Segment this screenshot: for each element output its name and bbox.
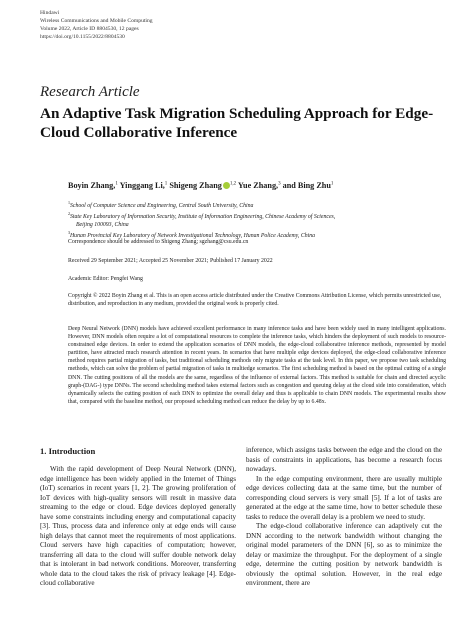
affiliation-text: State Key Laboratory of Information Security, Institute of Information Engineering, Chinese Academy of Sciences, (70, 213, 336, 220)
body-column-right (246, 446, 442, 589)
paper-title: An Adaptive Task Migration Scheduling Approach for Edge-Cloud Collaborative Inference (40, 105, 434, 141)
correspondence: Correspondence should be addressed to Shigeng Zhang; sgzhang@csu.edu.cn (68, 239, 249, 245)
body-paragraph: With the rapid development of Deep Neural Network (DNN), edge intelligence has been widely applied in the Internet of Things (IoT) scenarios in recent years [1, 2]. The growing proliferation of IoT devices with high-quality sensors will result in massive data streaming to the edge or cloud. Edge devices deployed generally have some constraints including energy and computational capacity [3]. Thus, process data and inference only at edge ends will cause high delays that cannot meet the requirements of most applications. Cloud servers have high capacities of computation; however, transferring all data to the cloud will suffer double network delay that is intolerant in bad network conditions. Moreover, transferring whole data to the cloud takes the risk of privacy leakage [4]. Edge-cloud collaborative (40, 465, 236, 587)
author-affiliation-mark: 1 (164, 181, 168, 187)
publication-dates: Received 29 September 2021; Accepted 25 November 2021; Published 17 January 2022 (68, 258, 273, 264)
body-paragraph: In the edge computing environment, there are usually multiple edge devices collecting data at the same time, but the number of corresponding cloud servers is very small [5]. If a lot of tasks are generated at the edge at the same time, how to better schedule these tasks to reduce the overall delay is a problem we need to study. (246, 474, 442, 521)
abstract: Deep Neural Network (DNN) models have achieved excellent performance in many inference tasks and have been widely used in many intelligent applications. However, DNN models often require a lot of computational resources to complete the inference tasks, which hinders the deployment of such models to resource-constrained edge devices. In order to extend the application scenarios of DNN models, the edge-cloud collaborative inference methods, represented by model partition, have attracted much research attention in recent years. In scenarios that have multiple edge devices deployed, the edge-cloud collaborative inference method requires partial migration of tasks, but traditional scheduling methods only migrate tasks at the task level. In this paper, we propose two task scheduling methods, which can solve the problem of partial migration of tasks in multiedge scenarios. The first scheduling method is based on the optimal cutting of a single DNN. The cutting positions of all the models are the same, regardless of the influence of external factors. This method is suitable for chain and directed acyclic graph-(DAG-) type DNNs. The second scheduling method takes external factors such as congestion and queuing delay at the cloud side into consideration, which dynamically selects the cutting position of each DNN to optimize the overall delay and thus is applicable to chain DNN models. The experimental results show that, compared with the baseline method, our proposed scheduling method can reduce the delay by up to 6.48x. (68, 326, 446, 405)
body-column-left (40, 465, 236, 589)
article-type: Research Article (40, 84, 140, 100)
affiliations (68, 199, 458, 240)
journal-doi[interactable]: https://doi.org/10.1155/2022/8804530 (40, 34, 125, 40)
affiliation-text: Hunan Provincial Key Laboratory of Network Investigational Technology, Hunan Police Academy, China (70, 232, 315, 239)
section-heading: 1. Introduction (40, 446, 96, 456)
body-paragraph: inference, which assigns tasks between the edge and the cloud on the basis of constraints in applications, has become a research focus nowadays. (246, 446, 442, 473)
copyright-notice: Copyright © 2022 Boyin Zhang et al. This is an open access article distributed under the Creative Commons Attribution License, which permits unrestricted use, distribution, and reproduction in any medium, provided the original work is properly cited. (68, 293, 442, 307)
author-affiliation-mark: 1 (330, 181, 334, 187)
affiliation-text: School of Computer Science and Engineering, Central South University, China (70, 202, 254, 209)
author-name[interactable]: Shigeng Zhang (169, 181, 222, 190)
author-name[interactable]: Yue Zhang, (237, 181, 279, 190)
author-affiliation-mark: 3 (278, 181, 281, 187)
author-name[interactable]: and Bing Zhu (282, 181, 331, 190)
affiliation-mark: 1 (68, 200, 70, 205)
author-list (68, 181, 448, 190)
publisher-name: Hindawi (40, 10, 60, 16)
academic-editor: Academic Editor: Pengfei Wang (68, 276, 143, 282)
affiliation-mark: 2 (68, 210, 70, 216)
journal-volume: Volume 2022, Article ID 8804530, 12 pages (40, 26, 139, 32)
journal-header (40, 9, 153, 41)
affiliation (68, 199, 458, 210)
author-name[interactable]: Yinggang Li, (119, 181, 165, 190)
affiliation-text-continued: Beijing 100093, China (76, 221, 129, 228)
affiliation (68, 210, 458, 229)
orcid-icon[interactable] (223, 182, 230, 189)
author-affiliation-mark: 1 (115, 181, 118, 187)
body-paragraph: The edge-cloud collaborative inference can adaptively cut the DNN according to the network bandwidth without changing the original model parameters of the DNN [6], so as to minimize the delay or maximize the throughput. For the deployment of a single edge, determine the cutting position by network bandwidth is obviously the optimal solution. However, in the real edge environment, there are (246, 522, 442, 587)
author-name[interactable]: Boyin Zhang, (68, 181, 116, 190)
journal-name: Wireless Communications and Mobile Computing (40, 18, 153, 24)
affiliation-mark: 3 (68, 229, 70, 235)
author-affiliation-mark: 1,2 (229, 181, 237, 187)
